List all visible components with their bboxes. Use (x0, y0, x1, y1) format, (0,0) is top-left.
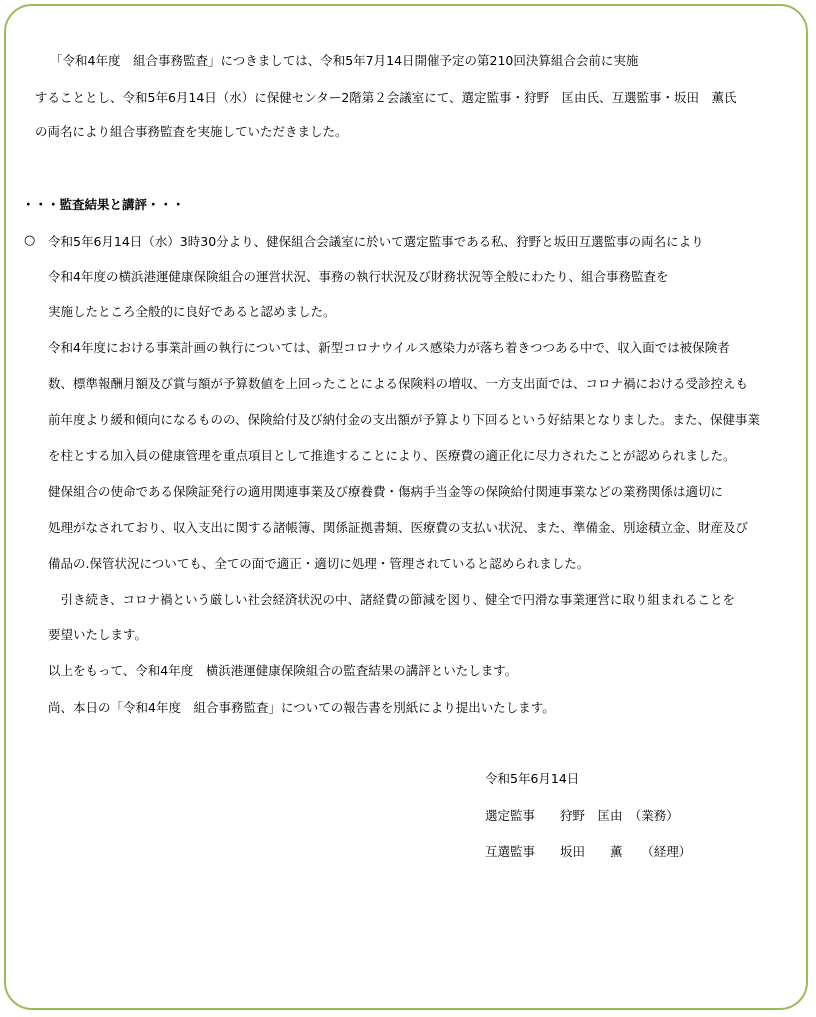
signature-auditor-2: 互選監事 坂田 薫 （経理） (485, 844, 692, 859)
para2-line-2: 数、標準報酬月額及び賞与額が予算数値を上回ったことによる保険料の増収、一方支出面では、コロナ禍における受診控えも (48, 376, 749, 391)
intro-line-3: の両名により組合事務監査を実施していただきました。 (35, 124, 348, 139)
signature-date: 令和5年6月14日 (485, 771, 580, 786)
intro-line-1: 「令和4年度 組合事務監査」につきましては、令和5年7月14日開催予定の第210回決算組合会前に実施 (50, 53, 639, 68)
signature-auditor-1: 選定監事 狩野 匡由 （業務） (485, 808, 679, 823)
para3-line-1: 健保組合の使命である保険証発行の適用関連事業及び療養費・傷病手当金等の保険給付関連事業などの業務関係は適切に (48, 484, 724, 499)
intro-line-2: することとし、令和5年6月14日（水）に保健センター2階第２会議室にて、選定監事・狩野 匡由氏、互選監事・坂田 薫氏 (35, 90, 737, 105)
para1-line-1: 令和5年6月14日（水）3時30分より、健保組合会議室に於いて選定監事である私、狩野と坂田互選監事の両名により (48, 234, 704, 249)
para2-line-4: を柱とする加入員の健康管理を重点項目として推進することにより、医療費の適正化に尽力されたことが認められました。 (48, 448, 736, 463)
section-heading: ・・・監査結果と講評・・・ (22, 197, 185, 212)
para4-line-1: 引き続き、コロナ禍という厳しい社会経済状況の中、諸経費の節減を図り、健全で円滑な事業運営に取り組まれることを (48, 592, 736, 607)
para2-line-1: 令和4年度における事業計画の執行については、新型コロナウイルス感染力が落ち着きつつある中で、収入面では被保険者 (48, 340, 730, 355)
para5-line: 以上をもって、令和4年度 横浜港運健康保険組合の監査結果の講評といたします。 (48, 663, 518, 678)
para1-line-3: 実施したところ全般的に良好であると認めました。 (48, 304, 336, 319)
para3-line-3: 備品の.保管状況についても、全ての面で適正・適切に処理・管理されていると認められました。 (48, 556, 590, 571)
para2-line-3: 前年度より緩和傾向になるものの、保険給付及び納付金の支出額が予算より下回るという好結果となりました。また、保健事業 (48, 412, 761, 427)
circle-bullet-icon: ○ (24, 233, 36, 248)
para4-line-2: 要望いたします。 (48, 627, 148, 642)
para1-line-2: 令和4年度の横浜港運健康保険組合の運営状況、事務の執行状況及び財務状況等全般にわたり、組合事務監査を (48, 269, 669, 284)
para3-line-2: 処理がなされており、収入支出に関する諸帳簿、関係証拠書類、医療費の支払い状況、また、準備金、別途積立金、財産及び (48, 520, 749, 535)
para6-line: 尚、本日の「令和4年度 組合事務監査」についての報告書を別紙により提出いたします。 (48, 700, 555, 715)
